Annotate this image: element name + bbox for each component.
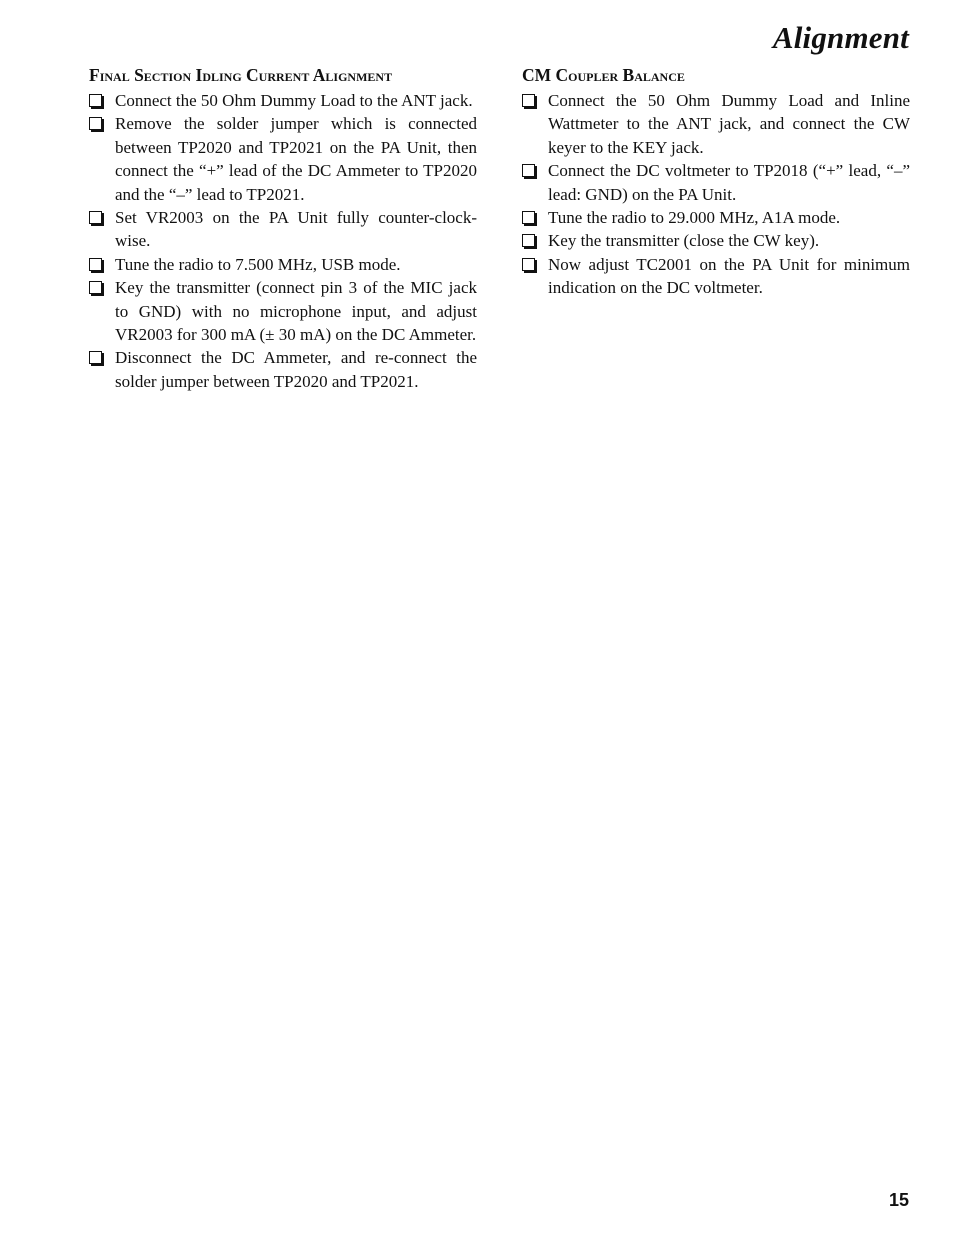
step-item <box>522 89 910 159</box>
section-heading: CM Coupler Balance <box>522 65 685 85</box>
checkbox-icon <box>89 281 102 294</box>
step-text: Connect the 50 Ohm Dummy Load to the ANT jack. <box>115 91 473 110</box>
step-text: Key the transmitter (connect pin 3 of the MIC jack to GND) with no microphone input, and adjust VR2003 for 300 mA (± 30 mA) on the DC Ammeter. <box>115 278 477 345</box>
step-item <box>522 253 910 300</box>
step-text: Tune the radio to 29.000 MHz, A1A mode. <box>548 208 841 228</box>
checkbox-icon <box>89 94 102 107</box>
step-list <box>89 89 477 393</box>
checkbox-icon <box>89 117 102 130</box>
step-item <box>522 159 910 206</box>
step-item <box>89 253 477 276</box>
checkbox-icon <box>522 258 535 271</box>
step-item <box>89 346 477 393</box>
step-item <box>89 112 477 206</box>
checkbox-icon <box>522 211 535 224</box>
section-heading: Final Section Idling Current Alignment <box>89 65 393 85</box>
checkbox-icon <box>522 164 535 177</box>
step-item <box>522 229 910 252</box>
page-title: Alignment <box>772 20 909 55</box>
step-text: Connect the 50 Ohm Dummy Load and Inline Wattmeter to the ANT jack, and connect the CW keyer to the KEY jack. <box>548 91 910 157</box>
checkbox-icon <box>522 234 535 247</box>
step-list <box>522 89 910 300</box>
step-text: Set VR2003 on the PA Unit fully counter-clock-wise. <box>115 208 477 251</box>
section-final-idling <box>89 63 477 393</box>
checkbox-icon <box>89 211 102 224</box>
step-text: Key the transmitter (close the CW key). <box>548 231 820 251</box>
step-text: Tune the radio to 7.500 MHz, USB mode. <box>115 254 401 274</box>
step-item <box>89 276 477 346</box>
step-text: Now adjust TC2001 on the PA Unit for minimum indication on the DC voltmeter. <box>548 254 910 298</box>
checkbox-icon <box>522 94 535 107</box>
step-item <box>522 206 910 229</box>
step-item <box>89 89 477 112</box>
step-text: Connect the DC voltmeter to TP2018 (“+” lead, “–” lead: GND) on the PA Unit. <box>548 161 910 204</box>
checkbox-icon <box>89 258 102 271</box>
page-number: 15 <box>888 1190 909 1210</box>
section-cm-coupler <box>522 63 910 300</box>
checkbox-icon <box>89 351 102 364</box>
step-item <box>89 206 477 253</box>
step-text: Remove the solder jumper which is connected between TP2020 and TP2021 on the PA Unit, then connect the “+” lead of the DC Ammeter to TP2020 and the “–” lead to TP2021. <box>115 114 477 204</box>
step-text: Disconnect the DC Ammeter, and re-connect the solder jumper between TP2020 and TP2021. <box>115 348 477 391</box>
